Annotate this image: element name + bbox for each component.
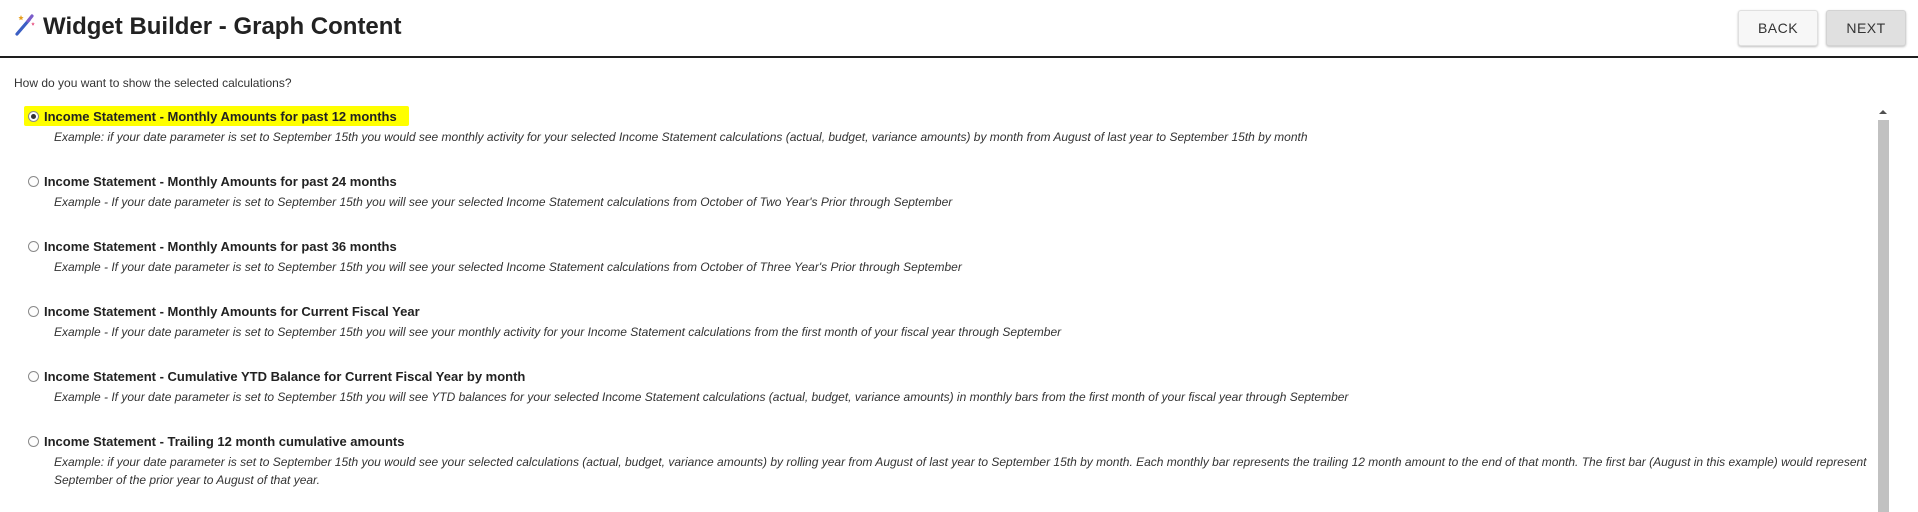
scrollbar-thumb[interactable]: [1878, 120, 1889, 512]
option-label[interactable]: Income Statement - Cumulative YTD Balance for Current Fiscal Year by month: [44, 369, 526, 384]
page-title: Widget Builder - Graph Content: [43, 13, 402, 40]
option-label[interactable]: Income Statement - Monthly Amounts for past 12 months: [44, 109, 397, 124]
magic-wand-icon: [13, 13, 37, 37]
radio-button[interactable]: [28, 306, 39, 317]
option-description: Example - If your date parameter is set to September 15th you will see your selected Income Statement calculations from October of Three Year's Prior through September: [54, 260, 962, 274]
option-description: Example: if your date parameter is set to September 15th you would see your selected calculations (actual, budget, variance amounts) by rolling year from August of last year to September 15th by month. Each monthly bar represents the trailing 12 month amount to the end of that month. The first bar (August in this example) would represent September of the prior year to August of that year.: [54, 455, 1867, 487]
next-button[interactable]: NEXT: [1826, 10, 1906, 46]
option-label[interactable]: Income Statement - Monthly Amounts for Current Fiscal Year: [44, 304, 420, 319]
back-button[interactable]: BACK: [1738, 10, 1818, 46]
header-bar: [0, 0, 1918, 58]
radio-button[interactable]: [28, 436, 39, 447]
question-prompt: How do you want to show the selected calculations?: [14, 76, 292, 90]
radio-button[interactable]: [28, 371, 39, 382]
radio-button[interactable]: [28, 111, 39, 122]
radio-button[interactable]: [28, 241, 39, 252]
options-list: [0, 104, 1876, 512]
option-description: Example: if your date parameter is set to September 15th you would see monthly activity for your selected Income Statement calculations (actual, budget, variance amounts) by month from August of last year to September 15th by month: [54, 130, 1308, 144]
vertical-scrollbar[interactable]: [1876, 106, 1890, 512]
option-label[interactable]: Income Statement - Monthly Amounts for past 24 months: [44, 174, 397, 189]
option-label[interactable]: Income Statement - Monthly Amounts for past 36 months: [44, 239, 397, 254]
radio-button[interactable]: [28, 176, 39, 187]
option-label[interactable]: Income Statement - Trailing 12 month cumulative amounts: [44, 434, 405, 449]
scroll-up-arrow-icon[interactable]: [1876, 106, 1890, 118]
option-description: Example - If your date parameter is set to September 15th you will see YTD balances for your selected Income Statement calculations (actual, budget, variance amounts) in monthly bars from the first month of your fiscal year through September: [54, 390, 1349, 404]
option-description: Example - If your date parameter is set to September 15th you will see your monthly activity for your Income Statement calculations from the first month of your fiscal year through September: [54, 325, 1062, 339]
option-description: Example - If your date parameter is set to September 15th you will see your selected Income Statement calculations from October of Two Year's Prior through September: [54, 195, 953, 209]
